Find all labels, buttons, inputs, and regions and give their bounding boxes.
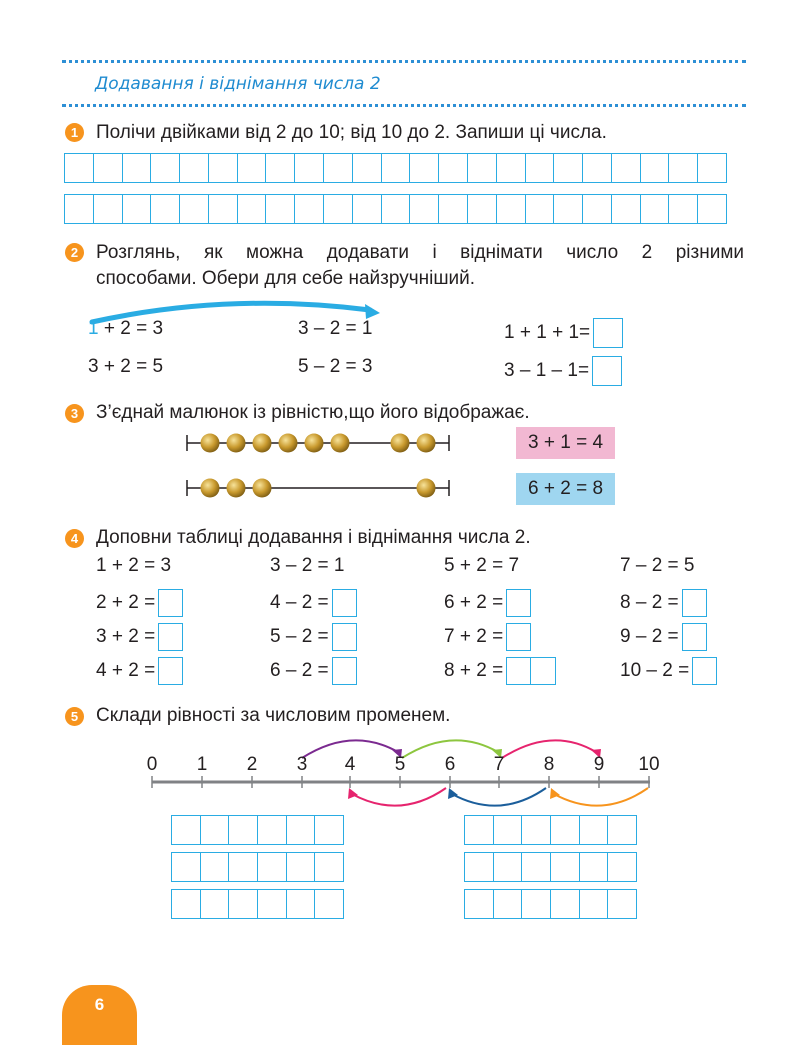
top-dotted-rule — [62, 60, 746, 63]
table-eq: 9 – 2 = — [620, 623, 707, 651]
answer-box[interactable] — [332, 657, 357, 685]
table-eq: 8 – 2 = — [620, 589, 707, 617]
section-title: Додавання і віднімання числа 2 — [95, 74, 381, 94]
task-2-eq-6: 3 – 1 – 1= — [504, 356, 622, 386]
task-2-eq-5: 5 – 2 = 3 — [298, 356, 373, 377]
task-5-text: Склади рівності за числовим променем. — [96, 705, 451, 726]
table-eq: 7 – 2 = 5 — [620, 555, 695, 576]
answer-box[interactable] — [332, 589, 357, 617]
highlight-one: 1 — [88, 318, 99, 339]
page-number: 6 — [94, 995, 105, 1014]
answer-box[interactable] — [592, 356, 622, 386]
task-3-badge: 3 — [65, 404, 84, 423]
task-2-text-line-1: Розглянь, як можна додавати і віднімати число 2 різними — [96, 242, 744, 263]
table-eq: 6 – 2 = — [270, 657, 357, 685]
task-2-text-line-2: способами. Обери для себе найзручніший. — [96, 268, 476, 289]
answer-grid-left-3[interactable] — [171, 889, 344, 919]
tick-label: 2 — [246, 754, 258, 775]
task-4-badge: 4 — [65, 529, 84, 548]
table-eq: 2 + 2 = — [96, 589, 183, 617]
table-eq: 10 – 2 = — [620, 657, 717, 685]
answer-box[interactable] — [506, 623, 531, 651]
task-2-eq-3: 1 + 1 + 1= — [504, 318, 623, 348]
table-eq: 4 + 2 = — [96, 657, 183, 685]
answer-grid-left-2[interactable] — [171, 852, 344, 882]
bead-string-2 — [184, 473, 454, 503]
task-1-grid-row-1[interactable] — [64, 153, 727, 183]
answer-box[interactable] — [682, 623, 707, 651]
tick-label: 3 — [296, 754, 308, 775]
equation-card-pink[interactable]: 3 + 1 = 4 — [516, 427, 615, 459]
bead-string-1 — [184, 428, 454, 458]
answer-box[interactable] — [158, 623, 183, 651]
answer-box[interactable] — [506, 589, 531, 617]
tick-label: 7 — [493, 754, 505, 775]
bottom-dotted-rule — [62, 104, 746, 107]
table-eq: 3 + 2 = — [96, 623, 183, 651]
tick-label: 4 — [344, 754, 356, 775]
tick-label: 8 — [543, 754, 555, 775]
arc-8-to-6 — [452, 788, 546, 806]
tick-label: 5 — [394, 754, 406, 775]
task-2-eq-4: 3 + 2 = 5 — [88, 356, 164, 377]
table-eq: 3 – 2 = 1 — [270, 555, 345, 576]
arc-10-to-8 — [554, 788, 648, 806]
table-eq: 4 – 2 = — [270, 589, 357, 617]
table-eq: 1 + 2 = 3 — [96, 555, 172, 576]
equation-card-blue[interactable]: 6 + 2 = 8 — [516, 473, 615, 505]
answer-box[interactable] — [158, 589, 183, 617]
answer-box[interactable] — [506, 657, 531, 685]
arc-6-to-4 — [352, 788, 446, 806]
task-2-eq-1: 1 + 2 = 3 — [88, 318, 164, 339]
task-2-eq-2: 3 – 2 = 1 — [298, 318, 373, 339]
answer-grid-right-3[interactable] — [464, 889, 637, 919]
table-eq: 5 + 2 = 7 — [444, 555, 520, 576]
answer-box[interactable] — [158, 657, 183, 685]
answer-grid-right-1[interactable] — [464, 815, 637, 845]
task-2-badge: 2 — [65, 243, 84, 262]
answer-box[interactable] — [531, 657, 556, 685]
answer-grid-left-1[interactable] — [171, 815, 344, 845]
answer-box[interactable] — [332, 623, 357, 651]
answer-grid-right-2[interactable] — [464, 852, 637, 882]
tick-label: 10 — [638, 754, 660, 775]
table-eq: 7 + 2 = — [444, 623, 531, 651]
task-1-badge: 1 — [65, 123, 84, 142]
table-eq: 8 + 2 = — [444, 657, 556, 685]
tick-label: 1 — [196, 754, 208, 775]
tick-label: 0 — [146, 754, 158, 775]
tick-label: 9 — [593, 754, 605, 775]
task-5-badge: 5 — [65, 707, 84, 726]
answer-box[interactable] — [593, 318, 623, 348]
table-eq: 6 + 2 = — [444, 589, 531, 617]
answer-box[interactable] — [682, 589, 707, 617]
task-4-text: Доповни таблиці додавання і віднімання числа 2. — [96, 527, 531, 548]
answer-box[interactable] — [692, 657, 717, 685]
task-1-text: Полічи двійками від 2 до 10; від 10 до 2. Запиши ці числа. — [96, 122, 607, 143]
task-3-text: З’єднай малюнок із рівністю,що його відображає. — [96, 402, 530, 423]
tick-label: 6 — [444, 754, 456, 775]
table-eq: 5 – 2 = — [270, 623, 357, 651]
task-1-grid-row-2[interactable] — [64, 194, 727, 224]
page-number-tab — [62, 985, 137, 1045]
